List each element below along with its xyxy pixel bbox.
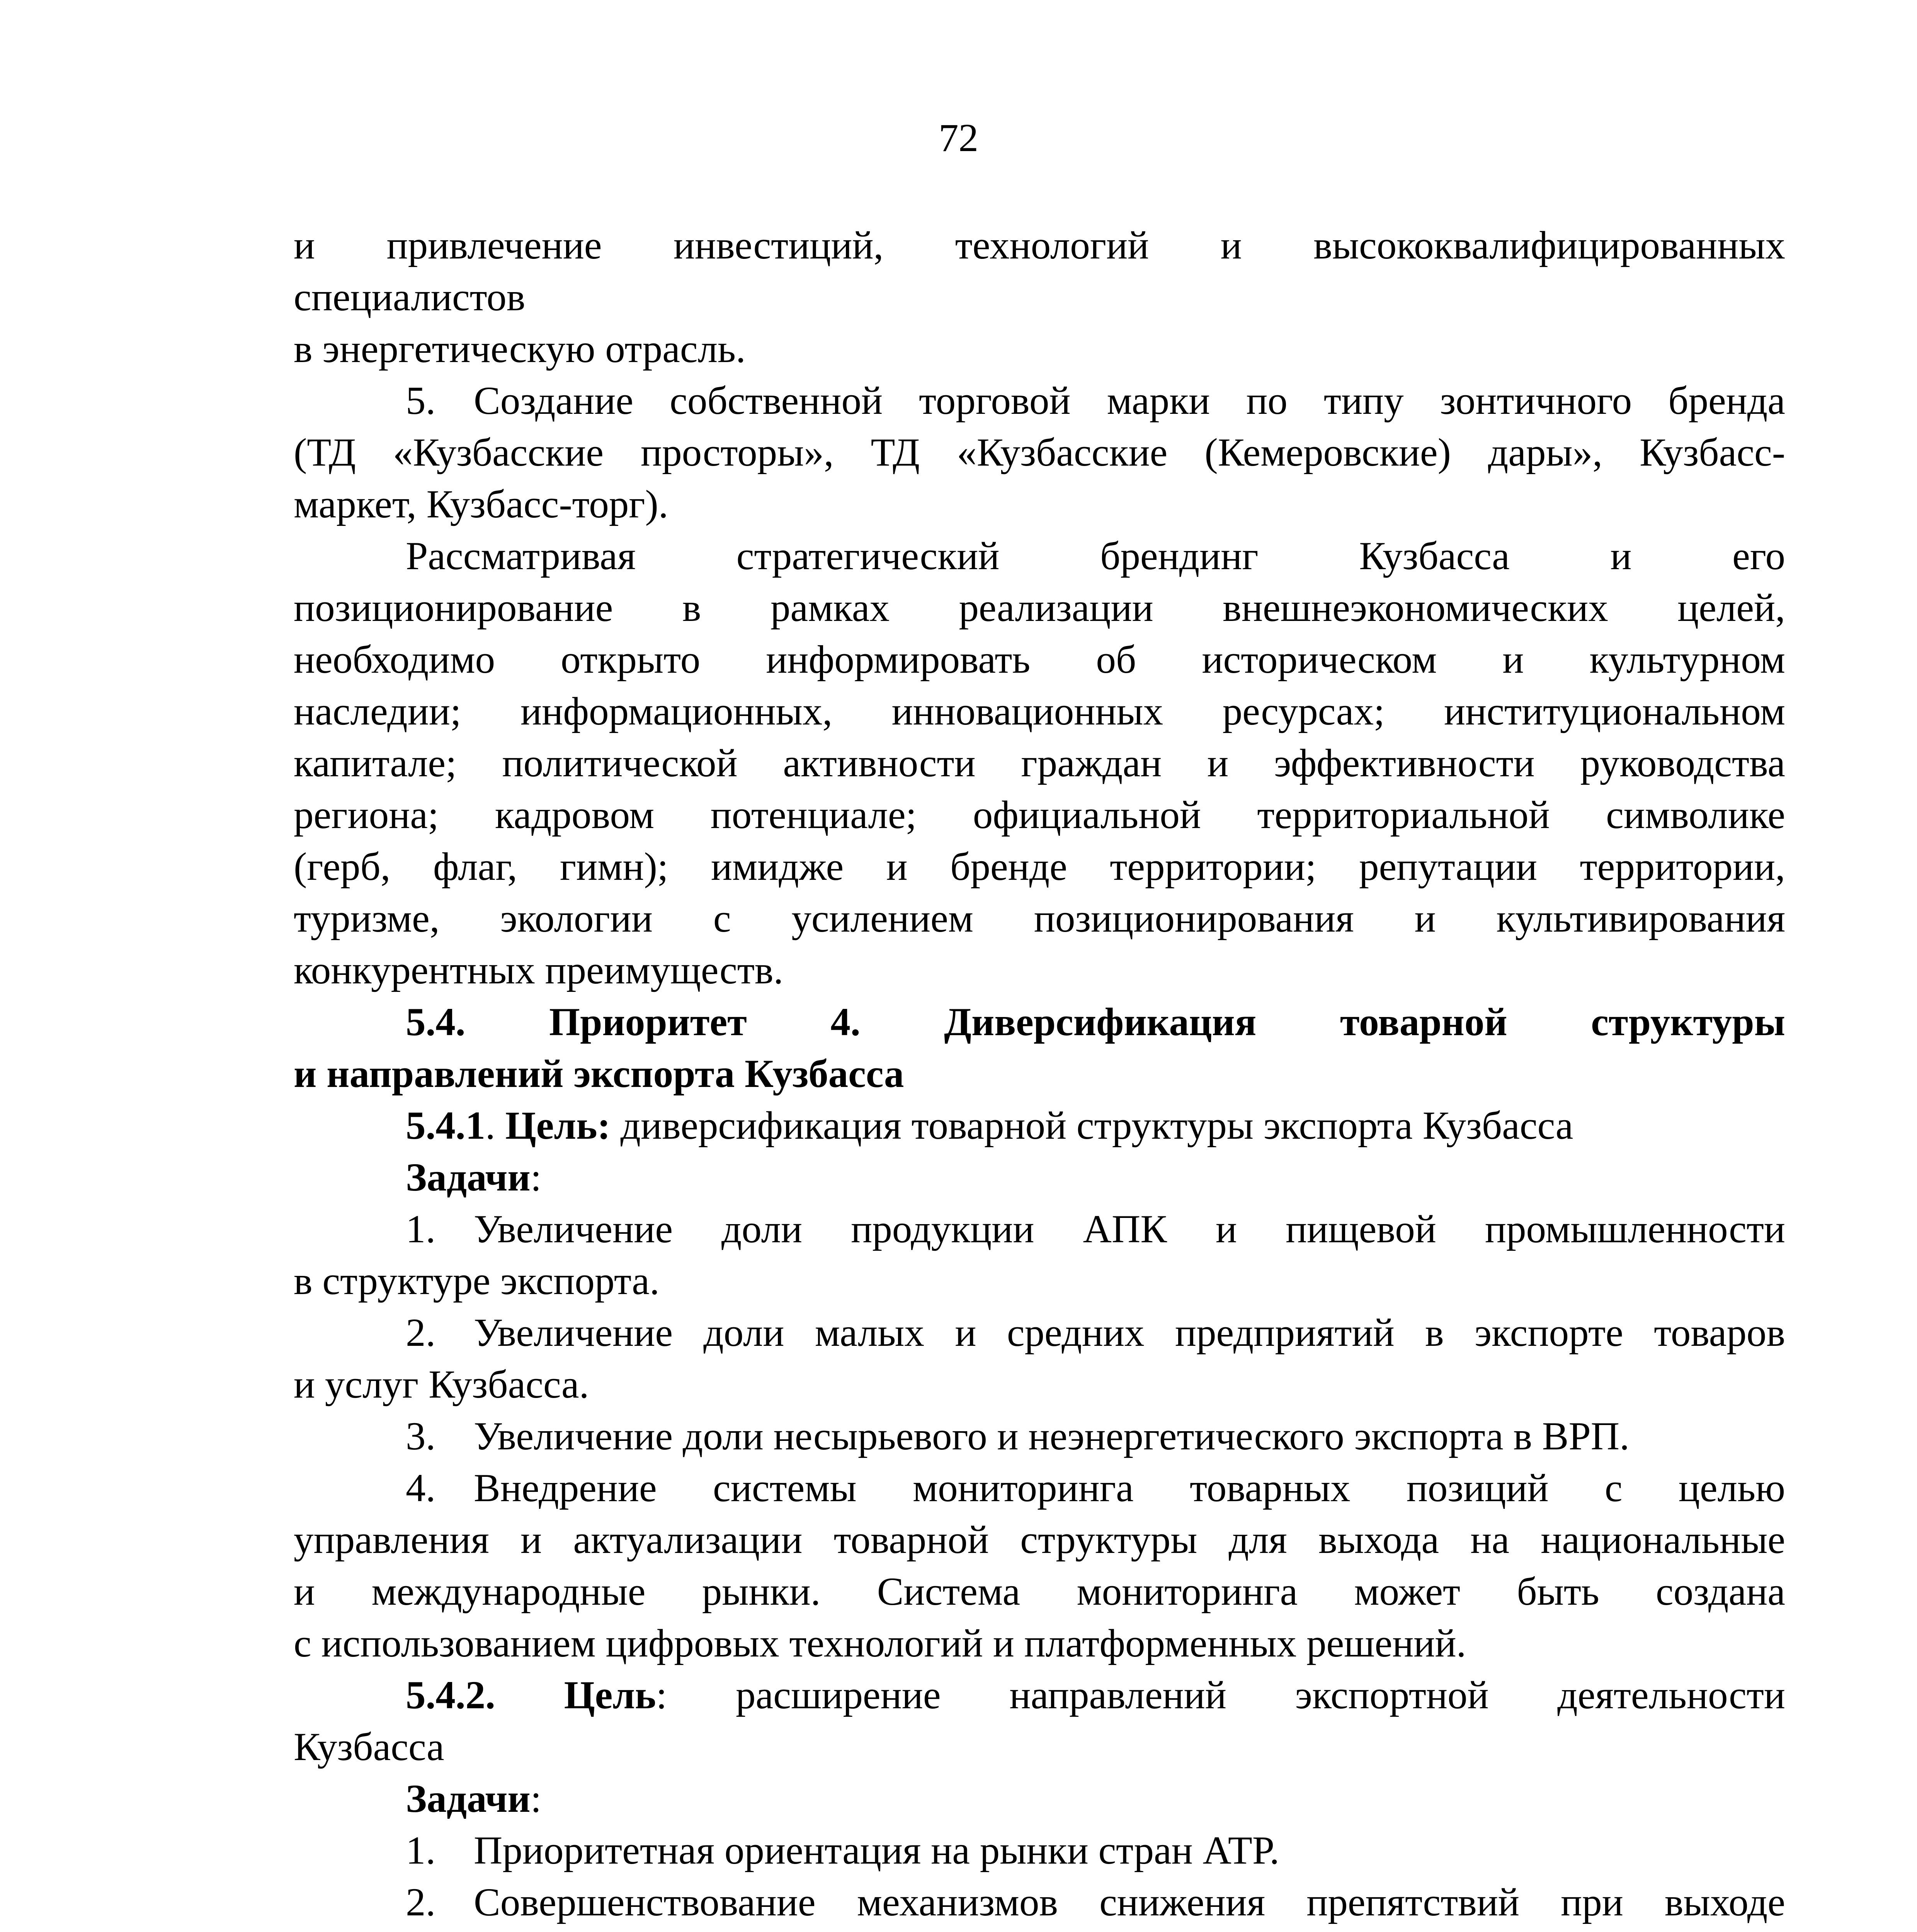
tasks-label: Задачи	[406, 1777, 531, 1821]
goal-colon: :	[656, 1673, 667, 1717]
page-number: 72	[939, 116, 978, 160]
list-item-line: маркет, Кузбасс-торг).	[294, 482, 668, 526]
goal-word: Цель:	[505, 1104, 611, 1148]
list-item-number: 4.	[406, 1466, 436, 1510]
list-item-line: в структуре экспорта.	[294, 1259, 660, 1303]
list-item-text: Совершенствование механизмов снижения препятствий при выходе	[474, 1880, 1785, 1924]
paragraph-line: необходимо открыто информировать об историческом и культурном	[294, 638, 1785, 682]
section-heading	[294, 996, 1785, 1048]
goal-text: диверсификация товарной структуры экспорта Кузбасса	[610, 1104, 1573, 1148]
document-body	[294, 219, 1785, 1932]
list-item-text: Внедрение системы мониторинга товарных позиций с целью	[474, 1466, 1785, 1510]
goal-separator: .	[485, 1104, 505, 1148]
continuation-line: в энергетическую отрасль.	[294, 327, 746, 371]
goal-text: расширение направлений экспортной деятельности	[736, 1673, 1785, 1717]
paragraph-line: региона; кадровом потенциале; официальной территориальной символике	[294, 793, 1785, 837]
paragraph-line: туризме, экологии с усилением позиционирования и культивирования	[294, 896, 1785, 940]
list-item	[294, 1307, 1785, 1359]
paragraph-line: конкурентных преимуществ.	[294, 948, 784, 992]
list-item-number: 1.	[406, 1207, 436, 1251]
section-heading-text: и направлений экспорта Кузбасса	[294, 1052, 904, 1096]
list-item-text: Приоритетная ориентация на рынки стран АТР.	[474, 1828, 1279, 1872]
goal-line	[294, 1100, 1785, 1151]
list-item	[294, 1410, 1785, 1462]
list-item-line: и услуг Кузбасса.	[294, 1362, 589, 1406]
list-item	[294, 1462, 1785, 1514]
list-item-text: Увеличение доли несырьевого и неэнергетического экспорта в ВРП.	[474, 1414, 1630, 1458]
list-item-number: 3.	[406, 1414, 436, 1458]
list-item-text: Увеличение доли малых и средних предприятий в экспорте товаров	[474, 1311, 1785, 1355]
list-item-number: 2.	[406, 1311, 436, 1355]
list-item-line: и международные рынки. Система мониторинга может быть создана	[294, 1570, 1785, 1614]
paragraph-line: капитале; политической активности граждан и эффективности руководства	[294, 741, 1785, 785]
list-item	[294, 1825, 1785, 1876]
tasks-colon: :	[530, 1777, 542, 1821]
list-item-line: управления и актуализации товарной структуры для выхода на национальные	[294, 1518, 1785, 1562]
paragraph-line: позиционирование в рамках реализации внешнеэкономических целей,	[294, 586, 1785, 630]
paragraph-line: Рассматривая стратегический брендинг Кузбасса и его	[406, 534, 1785, 578]
list-item-number: 2.	[406, 1880, 436, 1924]
section-heading	[294, 1048, 1785, 1100]
continuation-line: специалистов	[294, 275, 526, 319]
list-item-line: с использованием цифровых технологий и платформенных решений.	[294, 1621, 1466, 1665]
list-item	[294, 375, 1785, 427]
tasks-label: Задачи	[406, 1155, 531, 1199]
list-item-line: (ТД «Кузбасские просторы», ТД «Кузбасские (Кемеровские) дары», Кузбасс-	[294, 430, 1785, 474]
paragraph-line: (герб, флаг, гимн); имидже и бренде территории; репутации территории,	[294, 845, 1785, 889]
list-item-number: 1.	[406, 1828, 436, 1872]
continuation-line: и привлечение инвестиций, технологий и высококвалифицированных	[294, 223, 1785, 267]
section-heading-text: 5.4. Приоритет 4. Диверсификация товарной структуры	[406, 1000, 1785, 1044]
list-item-line	[294, 1928, 1785, 1932]
list-item-number: 5.	[406, 379, 436, 423]
goal-text-line: Кузбасса	[294, 1725, 444, 1769]
tasks-heading	[294, 1773, 1785, 1825]
list-item	[294, 1203, 1785, 1255]
goal-line	[294, 1669, 1785, 1721]
list-item	[294, 1876, 1785, 1928]
list-item-text: Увеличение доли продукции АПК и пищевой промышленности	[474, 1207, 1785, 1251]
list-item-text: Создание собственной торговой марки по типу зонтичного бренда	[474, 379, 1785, 423]
paragraph-line: наследии; информационных, инновационных ресурсах; институциональном	[294, 689, 1785, 733]
goal-number: 5.4.2. Цель	[406, 1673, 656, 1717]
goal-number: 5.4.1	[406, 1104, 485, 1148]
tasks-colon: :	[530, 1155, 542, 1199]
tasks-heading	[294, 1151, 1785, 1203]
